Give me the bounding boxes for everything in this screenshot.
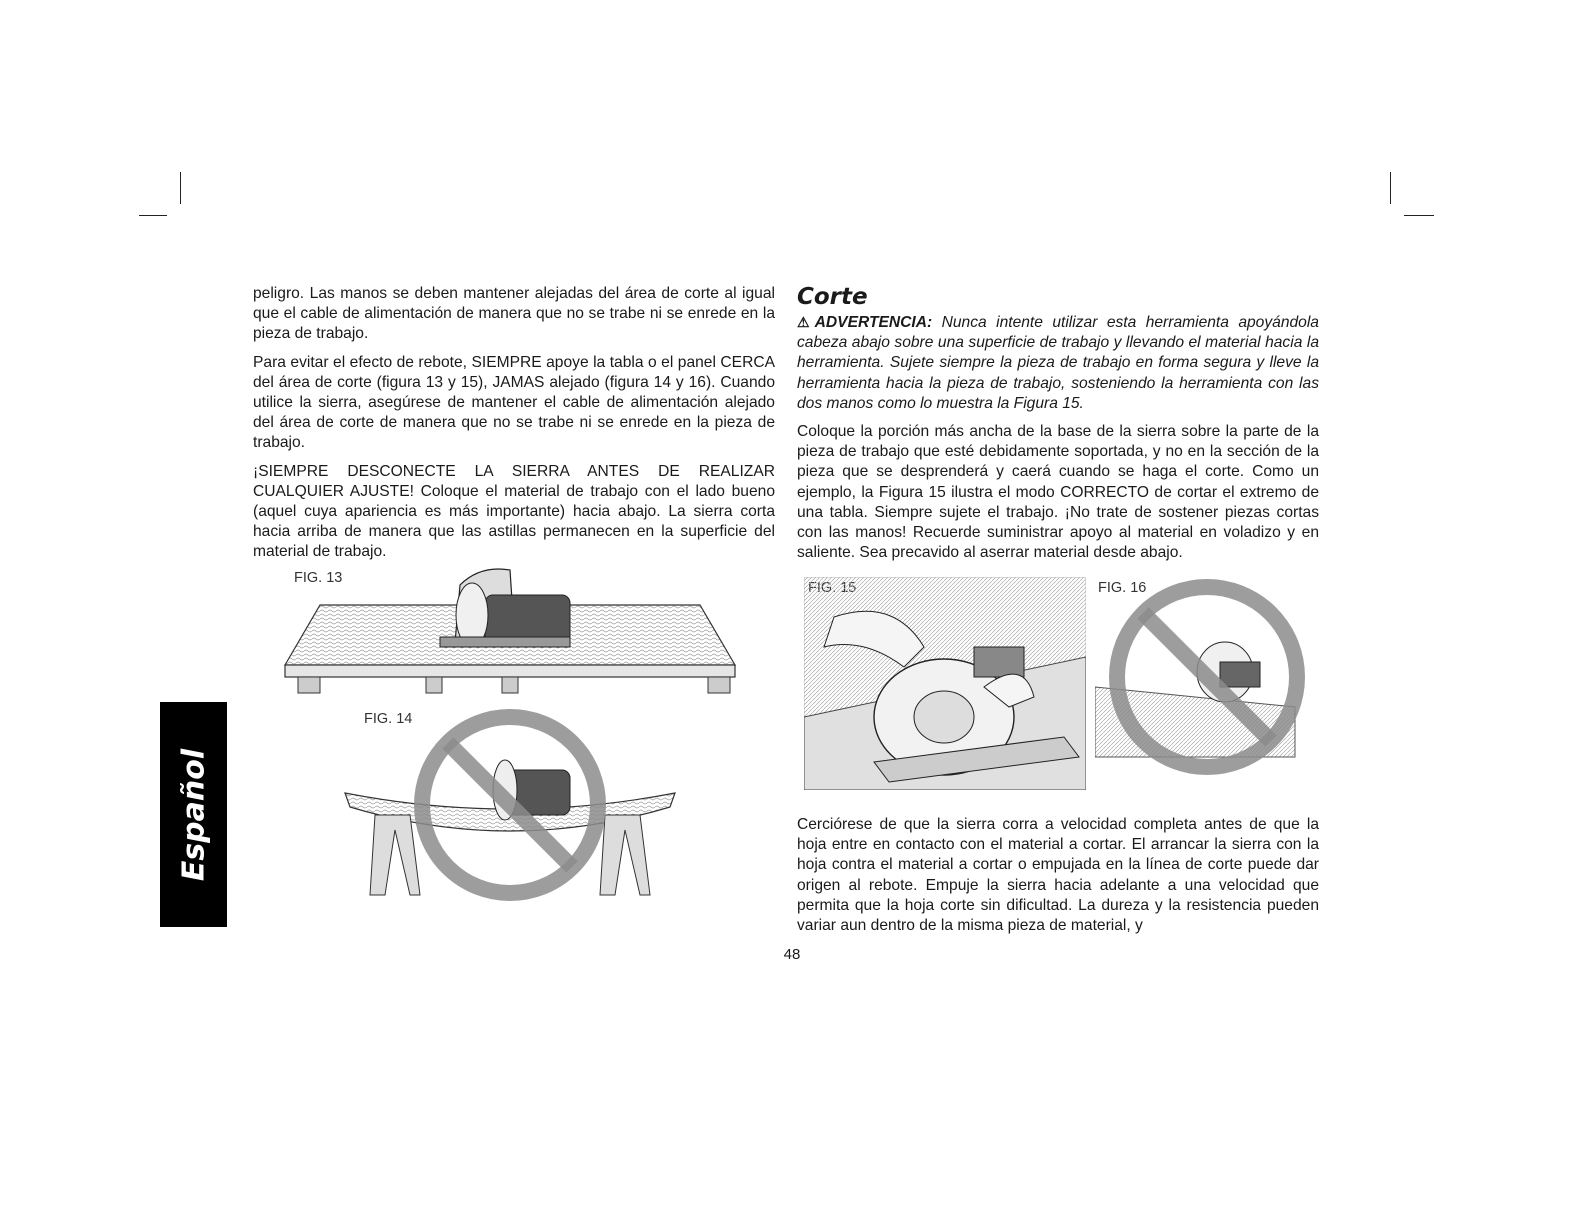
page-number: 48 [783,946,801,963]
fig15-illustration [804,577,1086,790]
fig16-label: FIG. 16 [1098,580,1147,596]
left-paragraph-3: ¡SIEMPRE DESCONECTE LA SIERRA ANTES DE REALIZAR CUALQUIER AJUSTE! Coloque el material de trabajo con el lado bueno (aquel cuya apariencia es más importante) hacia abajo. La sierra corta hacia arriba de manera que las astillas permanecen en la superficie del material de trabajo. [253,462,775,561]
fig14-label: FIG. 14 [364,711,413,727]
warning-triangle-icon: ⚠ [797,314,815,330]
warning-block [797,312,1319,414]
crop-mark-horizontal-left [139,215,167,216]
prohibition-icon [422,717,598,893]
crop-mark-horizontal-right [1404,215,1434,216]
section-title: Corte [797,284,868,310]
right-column-bottom [797,815,1319,944]
left-column [253,284,775,571]
left-paragraph-2: Para evitar el efecto de rebote, SIEMPRE apoye la tabla o el panel CERCA del área de corte (figura 13 y 15), JAMAS alejado (figura 14 y 16). Cuando utilice la sierra, asegúrese de mantener el cable de alimentación alejado del área de corte de manera que no se trabe ni se enrede en la pieza de trabajo. [253,353,775,452]
warning-label: ⚠ADVERTENCIA: [797,314,933,331]
left-paragraph-1: peligro. Las manos se deben mantener alejadas del área de corte al igual que el cable de alimentación de manera que no se trabe ni se enrede en la pieza de trabajo. [253,285,775,343]
crop-mark-vertical-left [180,172,181,204]
right-column [797,284,1319,571]
crop-mark-vertical-right [1390,172,1391,204]
right-paragraph-2: Cerciórese de que la sierra corra a velocidad completa antes de que la hoja entre en contacto con el material a cortar. El arrancar la sierra con la hoja contra el material a cortar o empujada en la línea de corte puede dar origen al rebote. Empuje la sierra hacia adelante a una velocidad que permita que la hoja corte sin dificultad. La dureza y la resistencia pueden variar aun dentro de la misma pieza de material, y [797,816,1319,935]
fig13-illustration [280,565,740,700]
warning-text: Nunca intente utilizar esta herramienta apoyándola cabeza abajo sobre una superficie de trabajo y llevando el material hacia la herramienta. Sujete siempre la pieza de trabajo en forma segura y lleve la herramienta hacia la pieza de trabajo, sosteniendo la herramienta con las dos manos como lo muestra la Figura 15. [797,314,1319,412]
language-tab-label: Español [176,748,211,881]
fig13-label: FIG. 13 [294,570,343,586]
fig14-illustration [335,705,685,915]
language-tab [160,702,227,927]
fig16-illustration [1095,577,1315,782]
right-paragraph-1: Coloque la porción más ancha de la base de la sierra sobre la parte de la pieza de trabajo que esté debidamente soportada, y no en la sección de la pieza que se desprenderá y caerá cuando se haga el corte. Como un ejemplo, la Figura 15 ilustra el modo CORRECTO de cortar el extremo de una tabla. Siempre sujete el trabajo. ¡No trate de sostener piezas cortas con las manos! Recuerde suministrar apoyo al material en voladizo y en saliente. Sea precavido al aserrar material desde abajo. [797,423,1319,562]
